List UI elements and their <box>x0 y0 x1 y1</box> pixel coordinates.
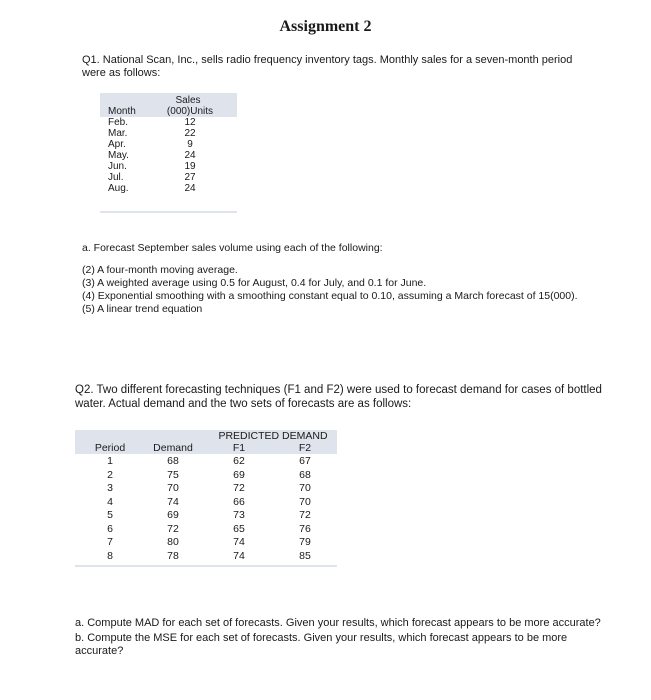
table-row <box>75 550 337 564</box>
sales-table-bottom-rule <box>100 211 237 213</box>
table-row <box>75 469 337 483</box>
period-cell: 7 <box>107 536 113 548</box>
demand-cell: 78 <box>167 549 179 562</box>
table-row <box>100 139 237 150</box>
sales-cell: 24 <box>184 183 196 194</box>
month-cell: Mar. <box>108 128 128 139</box>
table-row <box>75 523 337 537</box>
part-a-item: (3) A weighted average using 0.5 for August, 0.4 for July, and 0.1 for June. <box>82 277 427 289</box>
period-cell: 3 <box>107 482 113 494</box>
q1-text: Q1. National Scan, Inc., sells radio frequency inventory tags. Monthly sales for a seven-month period were as follows: <box>82 54 573 79</box>
month-cell: Feb. <box>108 117 129 128</box>
month-cell: May. <box>108 150 129 161</box>
sales-cell: 22 <box>184 128 196 139</box>
period-column-header: Period <box>94 442 126 454</box>
table-row <box>100 150 237 161</box>
f1-column-header: F1 <box>232 442 246 454</box>
month-cell: Apr. <box>108 139 126 150</box>
table-row <box>75 482 337 496</box>
f1-cell: 72 <box>233 482 245 494</box>
q2-questions <box>75 617 615 660</box>
f2-cell: 68 <box>299 468 311 481</box>
demand-table-bottom-rule <box>75 565 337 567</box>
f1-cell: 62 <box>233 455 245 467</box>
table-row <box>75 496 337 510</box>
q2-question-b: b. Compute the MSE for each set of forecasts. Given your results, which forecast appears to be more accurate? <box>75 632 568 657</box>
month-column-header: Month <box>108 106 136 117</box>
table-row <box>100 117 237 128</box>
sales-table-rows <box>100 117 237 194</box>
part-a-item: (2) A four-month moving average. <box>82 264 238 276</box>
f2-cell: 70 <box>299 482 311 494</box>
sales-cell: 19 <box>184 161 196 172</box>
period-cell: 8 <box>107 549 113 562</box>
predicted-demand-header: PREDICTED DEMAND <box>218 430 328 442</box>
demand-cell: 75 <box>167 468 179 481</box>
demand-cell: 74 <box>167 495 179 508</box>
table-row <box>75 536 337 550</box>
sales-cell: 24 <box>184 150 196 161</box>
f1-cell: 65 <box>233 522 245 535</box>
q2-question-a: a. Compute MAD for each set of forecasts. Given your results, which forecast appears to be more accurate? <box>75 617 601 629</box>
part-a-item: (4) Exponential smoothing with a smoothing constant equal to 0.10, assuming a March forecast of 15(000). <box>82 290 578 302</box>
period-cell: 6 <box>107 522 113 535</box>
table-row <box>100 183 237 194</box>
sales-cell: 12 <box>184 117 196 128</box>
q1-part-a <box>82 242 602 316</box>
period-cell: 1 <box>107 455 113 467</box>
f1-cell: 69 <box>233 468 245 481</box>
table-row <box>75 455 337 469</box>
period-cell: 4 <box>107 495 113 508</box>
units-column-header: (000)Units <box>166 106 214 117</box>
part-a-heading: a. Forecast September sales volume using each of the following: <box>82 242 383 254</box>
f2-cell: 70 <box>299 495 311 508</box>
demand-cell: 80 <box>167 536 179 548</box>
sales-cell: 27 <box>184 172 196 183</box>
page-title: Assignment 2 <box>279 18 372 35</box>
f2-column-header: F2 <box>298 442 312 454</box>
table-row <box>100 128 237 139</box>
demand-table-rows <box>75 455 337 563</box>
f1-cell: 73 <box>233 509 245 521</box>
f2-cell: 67 <box>299 455 311 467</box>
demand-cell: 70 <box>167 482 179 494</box>
demand-cell: 72 <box>167 522 179 535</box>
demand-cell: 68 <box>167 455 179 467</box>
sales-column-header: Sales <box>175 95 201 106</box>
f1-cell: 74 <box>233 549 245 562</box>
f1-cell: 74 <box>233 536 245 548</box>
month-cell: Aug. <box>108 183 129 194</box>
f1-cell: 66 <box>233 495 245 508</box>
period-cell: 5 <box>107 509 113 521</box>
f2-cell: 76 <box>299 522 311 535</box>
f2-cell: 72 <box>299 509 311 521</box>
f2-cell: 79 <box>299 536 311 548</box>
q2-text: Q2. Two different forecasting techniques (F1 and F2) were used to forecast demand for cases of bottled water. Actual demand and the two sets of forecasts are as follows: <box>75 384 602 410</box>
demand-column-header: Demand <box>153 442 193 454</box>
f2-cell: 85 <box>299 549 311 562</box>
table-row <box>75 509 337 523</box>
part-a-item: (5) A linear trend equation <box>82 303 203 315</box>
month-cell: Jun. <box>108 161 127 172</box>
period-cell: 2 <box>107 468 113 481</box>
table-row <box>100 161 237 172</box>
demand-cell: 69 <box>167 509 179 521</box>
sales-cell: 9 <box>187 139 193 150</box>
table-row <box>100 172 237 183</box>
month-cell: Jul. <box>108 172 124 183</box>
